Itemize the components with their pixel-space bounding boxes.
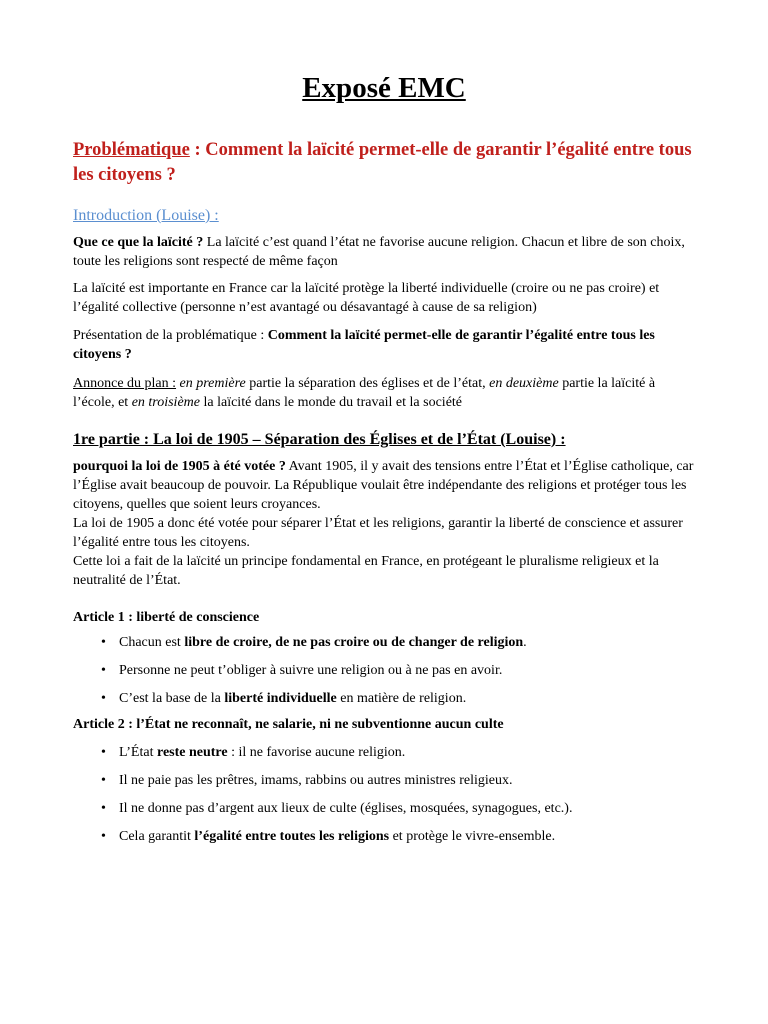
article1-list xyxy=(73,633,695,717)
list-item: • Chacun est libre de croire, de ne pas croire ou de changer de religion. xyxy=(101,635,527,650)
plan-part1-text: partie la séparation des églises et de l’état, xyxy=(245,376,490,391)
article1-heading: Article 1 : liberté de conscience xyxy=(73,610,260,625)
problematique-text: Comment la laïcité permet-elle de garantir l’égalité entre tous les citoyens ? xyxy=(73,140,692,185)
article2-list xyxy=(73,743,695,855)
intro-paragraph-2: La laïcité est importante en France car la laïcité protège la liberté individuelle (croire ou ne pas croire) et l’égalité collective (personne n’est avantagé ou désavantagé à cause de sa religion) xyxy=(73,281,660,315)
plan-part2-text: partie la laïcité à l’école, et xyxy=(73,376,656,410)
part1-paragraph-2: La loi de 1905 a donc été votée pour séparer l’État et les religions, garantir la liberté de conscience et assurer l’égalité entre tous les citoyens. xyxy=(73,516,683,550)
part1-paragraph-3: Cette loi a fait de la laïcité un principe fondamental en France, en protégeant le pluralisme religieux et la neutralité de l’État. xyxy=(73,554,659,588)
part1-paragraph-1 xyxy=(73,457,695,514)
intro-question-label: Que ce que la laïcité ? xyxy=(73,235,204,250)
page-title: Exposé EMC xyxy=(302,72,466,104)
part1-question-label: pourquoi la loi de 1905 à été votée ? xyxy=(73,459,286,474)
plan-part2-italic: en deuxième xyxy=(489,376,559,391)
bullet-icon: • xyxy=(101,801,106,816)
bullet-icon: • xyxy=(101,635,106,650)
intro-paragraph-3 xyxy=(73,326,695,364)
list-item: • Personne ne peut t’obliger à suivre une religion ou à ne pas en avoir. xyxy=(101,663,503,678)
problematique-label: Problématique xyxy=(73,140,190,160)
problematique-sep: : xyxy=(189,140,206,160)
problematique-presentation-label: Présentation de la problématique : xyxy=(73,328,268,343)
part1-question-text: Avant 1905, il y avait des tensions entre l’État et l’Église catholique, car l’Église avait beaucoup de pouvoir. La République voulait être indépendante des religions et protéger tous les citoyens, quelles que soient leurs croyances. xyxy=(73,459,694,512)
plan-part3-text: la laïcité dans le monde du travail et la société xyxy=(200,395,463,410)
plan-part3-italic: en troisième xyxy=(131,395,200,410)
list-item: • Cela garantit l’égalité entre toutes les religions et protège le vivre-ensemble. xyxy=(101,829,556,844)
intro-question-text: La laïcité c’est quand l’état ne favorise aucune religion. Chacun et libre de son choix, toute les religions sont respecté de même façon xyxy=(73,235,685,269)
plan-label: Annonce du plan : xyxy=(73,376,177,391)
intro-paragraph-1 xyxy=(73,233,695,271)
bullet-icon: • xyxy=(101,773,106,788)
problematique xyxy=(73,138,695,188)
article2-heading: Article 2 : l’État ne reconnaît, ne salarie, ni ne subventionne aucun culte xyxy=(73,717,504,732)
list-item: • Il ne donne pas d’argent aux lieux de culte (églises, mosquées, synagogues, etc.). xyxy=(101,801,573,816)
bullet-icon: • xyxy=(101,691,106,706)
plan-paragraph xyxy=(73,374,695,412)
list-item: • C’est la base de la liberté individuelle en matière de religion. xyxy=(101,691,467,706)
problematique-presentation-text: Comment la laïcité permet-elle de garantir l’égalité entre tous les citoyens ? xyxy=(73,328,655,362)
intro-heading: Introduction (Louise) : xyxy=(73,207,219,224)
bullet-icon: • xyxy=(101,745,106,760)
part1-heading: 1re partie : La loi de 1905 – Séparation des Églises et de l’État (Louise) : xyxy=(73,431,566,448)
plan-part1-italic: en première xyxy=(179,376,246,391)
bullet-icon: • xyxy=(101,829,106,844)
list-item: • Il ne paie pas les prêtres, imams, rabbins ou autres ministres religieux. xyxy=(101,773,513,788)
list-item: • L’État reste neutre : il ne favorise aucune religion. xyxy=(101,745,406,760)
bullet-icon: • xyxy=(101,663,106,678)
